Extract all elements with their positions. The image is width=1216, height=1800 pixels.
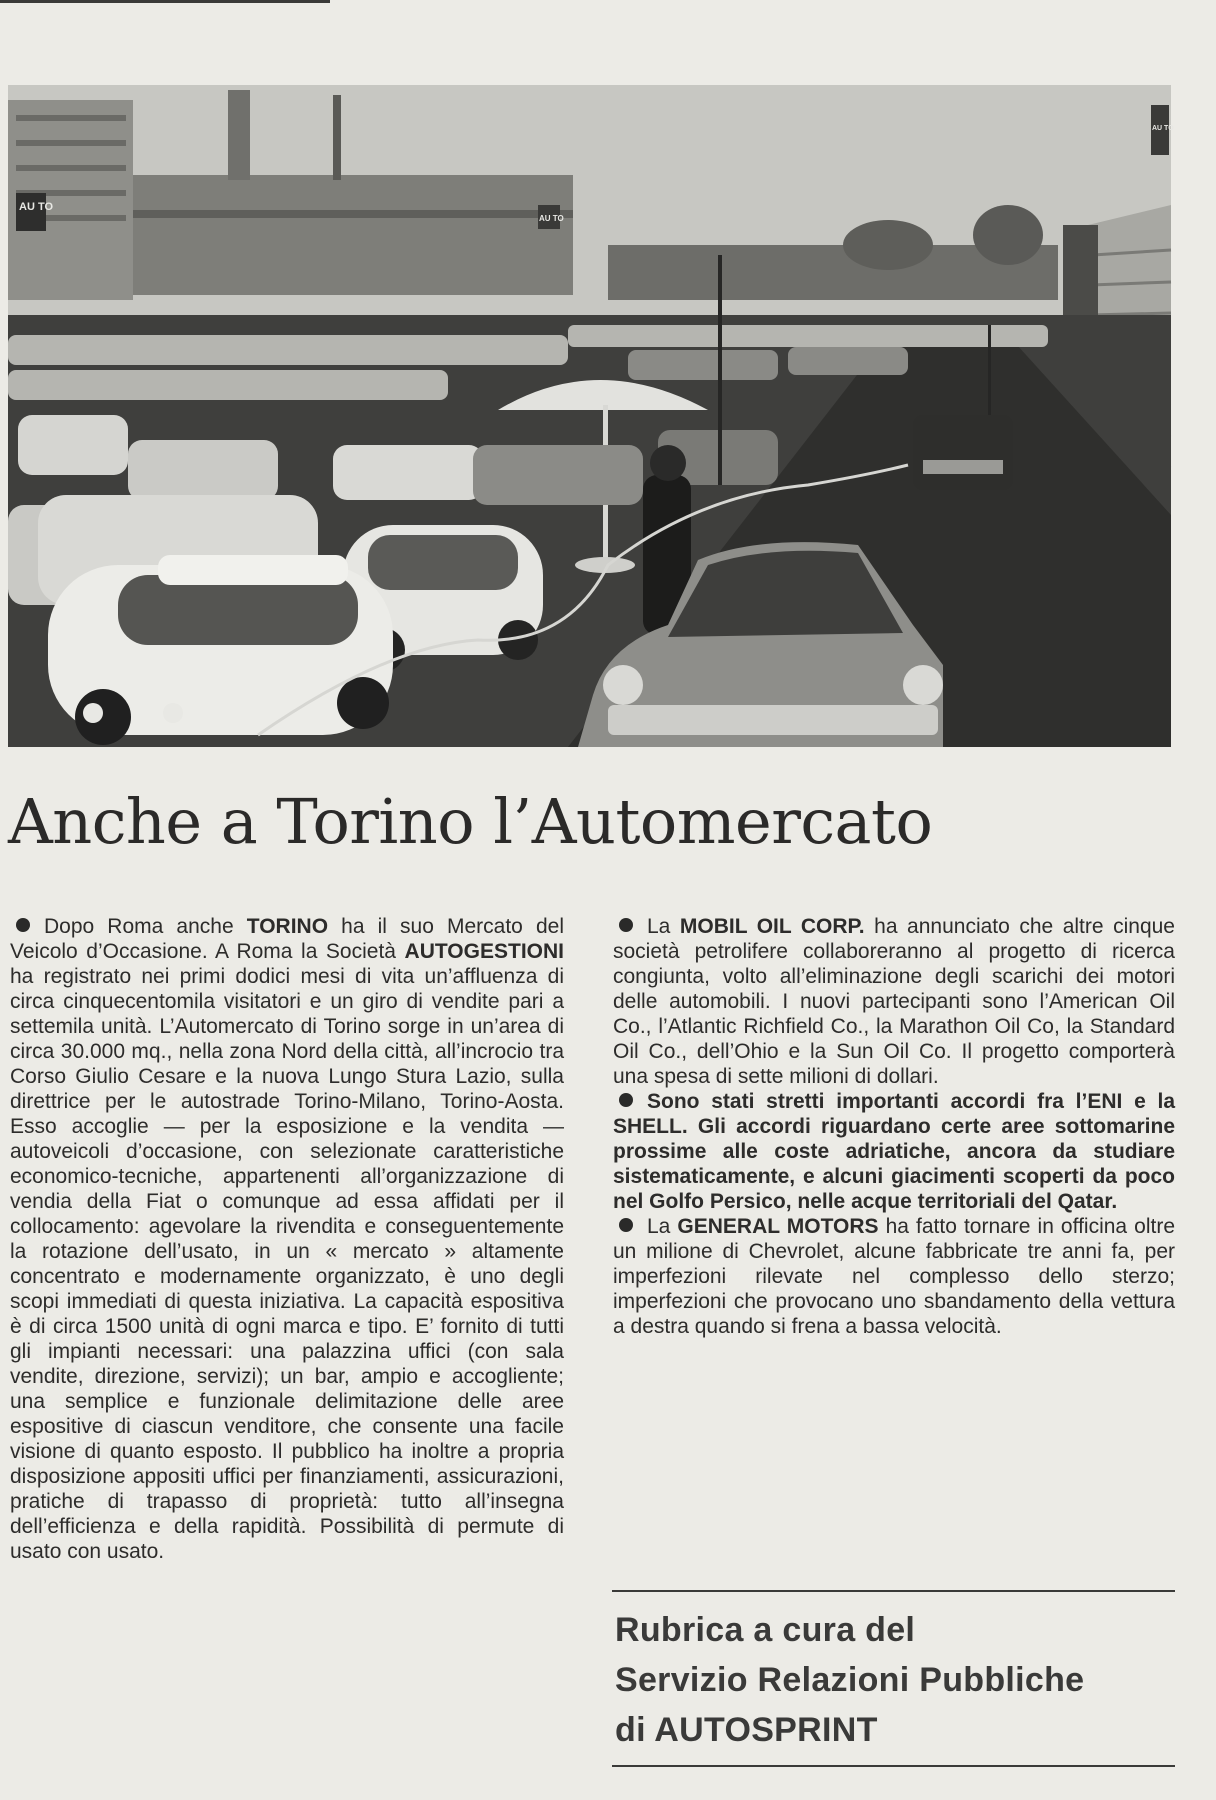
news-item-general-motors xyxy=(613,1214,1175,1339)
top-rule xyxy=(0,0,330,3)
text-run-bold: MOBIL OIL CORP. xyxy=(679,915,865,938)
right-column xyxy=(613,914,1175,1339)
automercato-photo xyxy=(8,85,1174,747)
credits-line: Rubrica a cura del xyxy=(615,1611,916,1649)
text-run-bold: TORINO xyxy=(246,915,329,938)
headline: Anche a Torino l’Automercato xyxy=(8,785,933,858)
bullet-icon xyxy=(619,1093,633,1107)
text-run: La xyxy=(647,1215,678,1238)
bullet-icon xyxy=(619,918,633,932)
photo-sign-1: AU TO xyxy=(19,201,54,213)
credits-rule-top xyxy=(612,1590,1175,1592)
text-run: La xyxy=(647,915,680,938)
text-run: ha il suo Mercato del Veicolo d’Occasione. A Roma la Società xyxy=(10,915,564,963)
text-run-bold: Sono stati stretti importanti accordi fra l’ENI e la SHELL. Gli accordi riguardano certe aree sottomarine prossime alle coste adriatiche, ancora da studiare sistematicamente, e alcuni giacimenti scoperti da poco nel Golfo Persico, nelle acque territoriali del Qatar. xyxy=(613,1090,1175,1213)
photo-sign-2: AU TO xyxy=(539,214,564,223)
news-item-mobil xyxy=(613,914,1175,1089)
photo-sign-3: AU TO xyxy=(1152,125,1174,132)
credits-line: Servizio Relazioni Pubbliche xyxy=(615,1661,1085,1699)
photo-scene xyxy=(8,85,1174,747)
credits-box xyxy=(615,1605,1195,1755)
credits-rule-bottom xyxy=(612,1765,1175,1767)
bullet-icon xyxy=(619,1218,633,1232)
bullet-icon xyxy=(16,918,30,932)
text-run-bold: GENERAL MOTORS xyxy=(677,1215,879,1238)
text-run: ha fatto tornare in officina oltre un milione di Chevrolet, alcune fabbricate tre anni fa, per imperfezioni rilevate nel complesso dello sterzo; imperfezioni che provocano uno sbandamento della vettura a destra quando si frena a bassa velocità. xyxy=(613,1215,1175,1338)
left-column xyxy=(10,914,564,1564)
text-run: ha annunciato che altre cinque società petrolifere collaboreranno al progetto di ricerca congiunta, volto all’eliminazione degli scarichi dei motori delle automobili. I nuovi partecipanti sono l’American Oil Co., l’Atlantic Richfield Co., la Marathon Oil Co, la Standard Oil Co., dell’Ohio e la Sun Oil Co. Il progetto comporterà una spesa di sette milioni di dollari. xyxy=(613,915,1175,1088)
text-run: ha registrato nei primi dodici mesi di vita un’affluenza di circa cinquecentomila visitatori e un giro di vendite pari a settemila unità. L’Automercato di Torino sorge in un’area di circa 30.000 mq., nella zona Nord della città, all’incrocio tra Corso Giulio Cesare e la nuova Lungo Stura Lazio, sulla direttrice per le autostrade Torino-Milano, Torino-Aosta. Esso accoglie — per la esposizione e la vendita — autoveicoli d’occasione, con selezionate caratteristiche economico-tecniche, appartenenti all’organizzazione di vendia della Fiat o comunque ad essa affidati per il collocamento: agevolare la rivendita e conseguentemente la rotazione dell’usato, in un « mercato » altamente concentrato e modernamente organizzato, è uno degli scopi immediati di questa iniziativa. La capacità espositiva è di circa 1500 unità di ogni marca e tipo. E’ fornito di tutti gli impianti necessari: una palazzina uffici (con sala vendite, direzione, servizi); un bar, ampio e accogliente; una semplice e funzionale delimitazione delle aree espositive di ciascun venditore, che consente una facile visione di quanto esposto. Il pubblico ha inoltre a propria disposizione appositi uffici per finanziamenti, assicurazioni, pratiche di trapasso di proprietà: tutto all’insegna dell’efficienza e della rapidità. Possibilità di permute di usato con usato. xyxy=(10,965,564,1563)
news-item-eni-shell xyxy=(613,1089,1175,1214)
text-run: Dopo Roma anche xyxy=(44,915,247,938)
text-run-bold: AUTOGESTIONI xyxy=(404,940,564,963)
paragraph-automercato xyxy=(10,914,564,1564)
credits-line: di AUTOSPRINT xyxy=(615,1711,878,1749)
